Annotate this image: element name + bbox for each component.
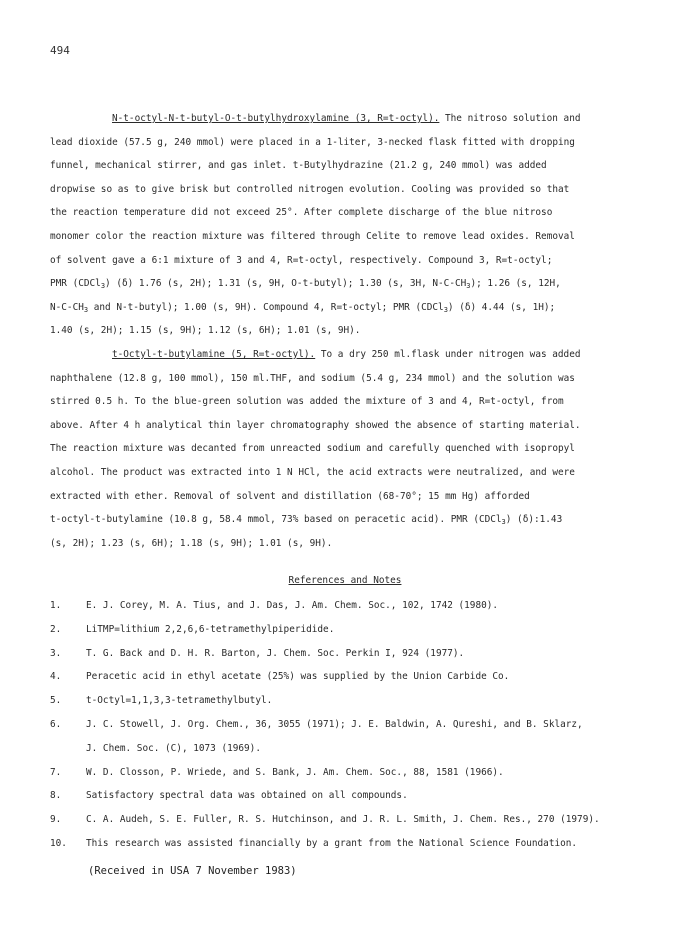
- paragraph-1-line: of solvent gave a 6:1 mixture of 3 and 4, R=t-octyl, respectively. Compound 3, R=t-octyl;: [50, 254, 553, 266]
- paragraph-2-line: extracted with ether. Removal of solvent and distillation (68-70°; 15 mm Hg) afforded: [50, 490, 530, 502]
- paragraph-2-line-1: t-Octyl-t-butylamine (5, R=t-octyl). To a dry 250 ml.flask under nitrogen was added: [112, 348, 581, 360]
- reference-item: 6. J. C. Stowell, J. Org. Chem., 36, 3055 (1971); J. E. Baldwin, A. Qureshi, and B. Sklarz,: [50, 718, 583, 730]
- reference-item: 5. t-Octyl=1,1,3,3-tetramethylbutyl.: [50, 695, 273, 707]
- paragraph-2-line: above. After 4 h analytical thin layer chromatography showed the absence of starting material.: [50, 419, 581, 431]
- paragraph-2-line: alcohol. The product was extracted into 1 N HCl, the acid extracts were neutralized, and were: [50, 466, 575, 478]
- paragraph-1-line: lead dioxide (57.5 g, 240 mmol) were placed in a 1-liter, 3-necked flask fitted with dropping: [50, 136, 575, 148]
- paragraph-2-line: (s, 2H); 1.23 (s, 6H); 1.18 (s, 9H); 1.01 (s, 9H).: [50, 537, 333, 549]
- paragraph-1-line: the reaction temperature did not exceed 25°. After complete discharge of the blue nitroso: [50, 207, 553, 219]
- reference-item: 7. W. D. Closson, P. Wriede, and S. Bank, J. Am. Chem. Soc., 88, 1581 (1966).: [50, 766, 504, 778]
- compound-5-heading: t-Octyl-t-butylamine (5, R=t-octyl).: [112, 348, 316, 360]
- paragraph-2-line: stirred 0.5 h. To the blue-green solution was added the mixture of 3 and 4, R=t-octyl, from: [50, 396, 564, 408]
- reference-item: 8. Satisfactory spectral data was obtained on all compounds.: [50, 790, 408, 802]
- experimental-section: [50, 107, 640, 555]
- received-date: (Received in USA 7 November 1983): [88, 865, 297, 877]
- reference-item: 10. This research was assisted financially by a grant from the National Science Foundation.: [50, 837, 578, 849]
- paragraph-2-line: The reaction mixture was decanted from unreacted sodium and carefully quenched with isopropyl: [50, 443, 575, 455]
- paragraph-2-line: naphthalene (12.8 g, 100 mmol), 150 ml.THF, and sodium (5.4 g, 234 mmol) and the solution was: [50, 372, 575, 384]
- paragraph-2-line: t-octyl-t-butylamine (10.8 g, 58.4 mmol, 73% based on peracetic acid). PMR (CDCl$_3$) (δ):1.43: [50, 514, 563, 527]
- paragraph-1-line: 1.40 (s, 2H); 1.15 (s, 9H); 1.12 (s, 6H); 1.01 (s, 9H).: [50, 325, 361, 337]
- references-heading: References and Notes: [288, 575, 402, 586]
- paragraph-1-line: $N-C-CH_3$ and N-t-butyl); 1.00 (s, 9H). Compound 4, R=t-octyl; PMR (CDCl$_3$) (δ) 4.44 (s, 1H);: [50, 301, 556, 314]
- reference-item: 4. Peracetic acid in ethyl acetate (25%) was supplied by the Union Carbide Co.: [50, 671, 510, 683]
- paragraph-1-line: dropwise so as to give brisk but controlled nitrogen evolution. Cooling was provided so that: [50, 183, 570, 195]
- reference-item: 3. T. G. Back and D. H. R. Barton, J. Chem. Soc. Perkin I, 924 (1977).: [50, 647, 465, 659]
- compound-3-heading: N-t-octyl-N-t-butyl-O-t-butylhydroxylamine (3, R=t-octyl).: [112, 113, 440, 124]
- reference-item-continuation: J. Chem. Soc. (C), 1073 (1969).: [86, 742, 261, 754]
- paragraph-1-line: monomer color the reaction mixture was filtered through Celite to remove lead oxides. Removal: [50, 230, 575, 242]
- references-list: [50, 594, 640, 856]
- reference-item: 1. E. J. Corey, M. A. Tius, and J. Das, J. Am. Chem. Soc., 102, 1742 (1980).: [50, 600, 499, 611]
- reference-item: 2. LiTMP=lithium 2,2,6,6-tetramethylpiperidide.: [50, 623, 335, 635]
- paragraph-1-line: PMR (CDCl$_3$) (δ) 1.76 (s, 2H); 1.31 (s, 9H, O-t-butyl); 1.30 (s, 3H, $N-C-CH_3$); 1.26 (s, 12H,: [50, 278, 561, 291]
- paragraph-1-line: funnel, mechanical stirrer, and gas inlet. t-Butylhydrazine (21.2 g, 240 mmol) was added: [50, 160, 547, 172]
- paragraph-1-line-1: N-t-octyl-N-t-butyl-O-t-butylhydroxylamine (3, R=t-octyl). The nitroso solution and: [112, 113, 581, 124]
- page-number: 494: [50, 44, 70, 57]
- reference-item: 9. C. A. Audeh, S. E. Fuller, R. S. Hutchinson, and J. R. L. Smith, J. Chem. Res., 270 (1979).: [50, 814, 600, 826]
